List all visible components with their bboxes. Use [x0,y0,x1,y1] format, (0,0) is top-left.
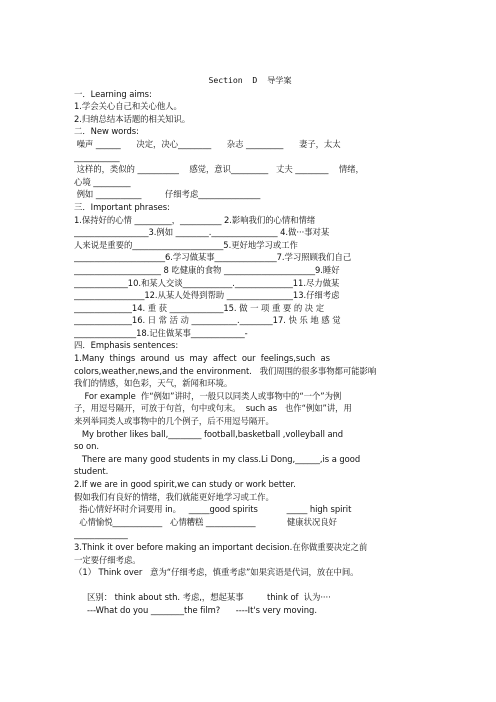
emphasis-line: 区别： think about sth. 考虑,，想起某事 think of 认为···· [74,592,331,603]
phrases-line: _____________10.和某人交谈____________.______________11.尽力做某 [74,277,340,288]
emphasis-heading: 四．Emphasis sentences: [74,340,179,351]
emphasis-line: 假如我们有良好的情绪，我们就能更好地学习或工作。 [74,491,274,502]
phrases-line: _________________12.从某人处得到帮助 ________________13.仔细考虑 [74,290,340,301]
emphasis-line: so on. [74,441,99,452]
words-line: 这样的，类似的 __________ 感觉，意识_________ 丈夫 ________ 情绪， [74,164,364,175]
emphasis-line: 一定要仔细考虑。 [74,554,141,565]
phrases-line: __________________3.例如 ________.________________ 4.做···事对某 [74,227,330,238]
emphasis-line: _____________ [74,529,128,540]
aim-item: 2.归纳总结本话题的相关知识。 [74,113,191,124]
phrases-heading: 三．Important phrases: [74,201,170,212]
emphasis-line: ---What do you ________the film? ----It's very moving. [74,604,317,615]
emphasis-line: 指心情好坏时介词要用 in。 _____good spirits _____ high spirit [74,504,352,515]
phrases-line: 1.保持好的心情 _________，__________ 2.影响我们的心情和情绪 [74,214,316,225]
phrases-line: _____________________ 8 吃健康的食物 ______________________9.睡好 [74,264,340,275]
emphasis-line: My brother likes ball,________ football,basketball ,volleyball and [74,428,344,439]
phrases-line: 人来说是重要的______________________5.更好地学习或工作 [74,239,298,250]
words-line: 心境 _________ [74,176,131,187]
phrases-line: ______________14. 重 获 _____________15. 做 一 项 重 要 的 决 定 [74,302,325,313]
emphasis-line: For example 作“例如”讲时，一般只以同类人或事物中的“一个”为例 [74,390,342,401]
emphasis-line: 心情愉悦____________ 心情糟糕 ____________ 健康状况良好 [74,516,337,527]
words-line: ___________ [74,151,120,162]
emphasis-line: 我们的情感，如色彩，天气，新闻和环境。 [74,378,233,389]
phrases-line: _______________18.记住做某事_____________- [74,327,248,338]
emphasis-line: There are many good students in my class.Li Dong,______,is a good [74,453,361,464]
emphasis-line [74,579,426,592]
words-heading: 二．New words: [74,126,139,137]
words-line: 噪声 ______ 决定，决心________ 杂志 _________ 妻子，太太 [74,138,341,149]
aim-item: 1.学会关心自己和关心他人。 [74,101,182,112]
emphasis-line: 1.Many things around us may affect our feelings,such as [74,353,330,364]
phrases-line: ______________16. 日 常 活 动 ___________.________17. 快 乐 地 感 觉 [74,315,341,326]
document-page [74,74,426,617]
page-title: Section D 导学案 [208,75,292,85]
emphasis-line: 2.If we are in good spirit,we can study or work better. [74,479,296,489]
emphasis-line: （1） Think over 意为“仔细考虑，慎重考虑”如果宾语是代词，放在中间。 [74,567,359,578]
emphasis-line: 3.Think it over before making an important decision.在你做重要决定之前 [74,541,368,552]
emphasis-line: 子，用逗号隔开，可放于句首，句中或句末。 such as 也作“例如”讲，用 [74,403,352,414]
emphasis-line: 来列举同类人或事物中的几个例子，后不用逗号隔开。 [74,416,274,427]
phrases-line: ______________________6.学习做某事_______________7.学习照顾我们自己 [74,252,352,263]
emphasis-line: colors,weather,news,and the environment. 我们周围的很多事物都可能影响 [74,365,377,376]
emphasis-line: student. [74,466,109,477]
words-line: 例如 ___________ 仔细考虑_______________ [74,189,261,200]
aims-heading: 一．Learning aims: [74,88,152,99]
